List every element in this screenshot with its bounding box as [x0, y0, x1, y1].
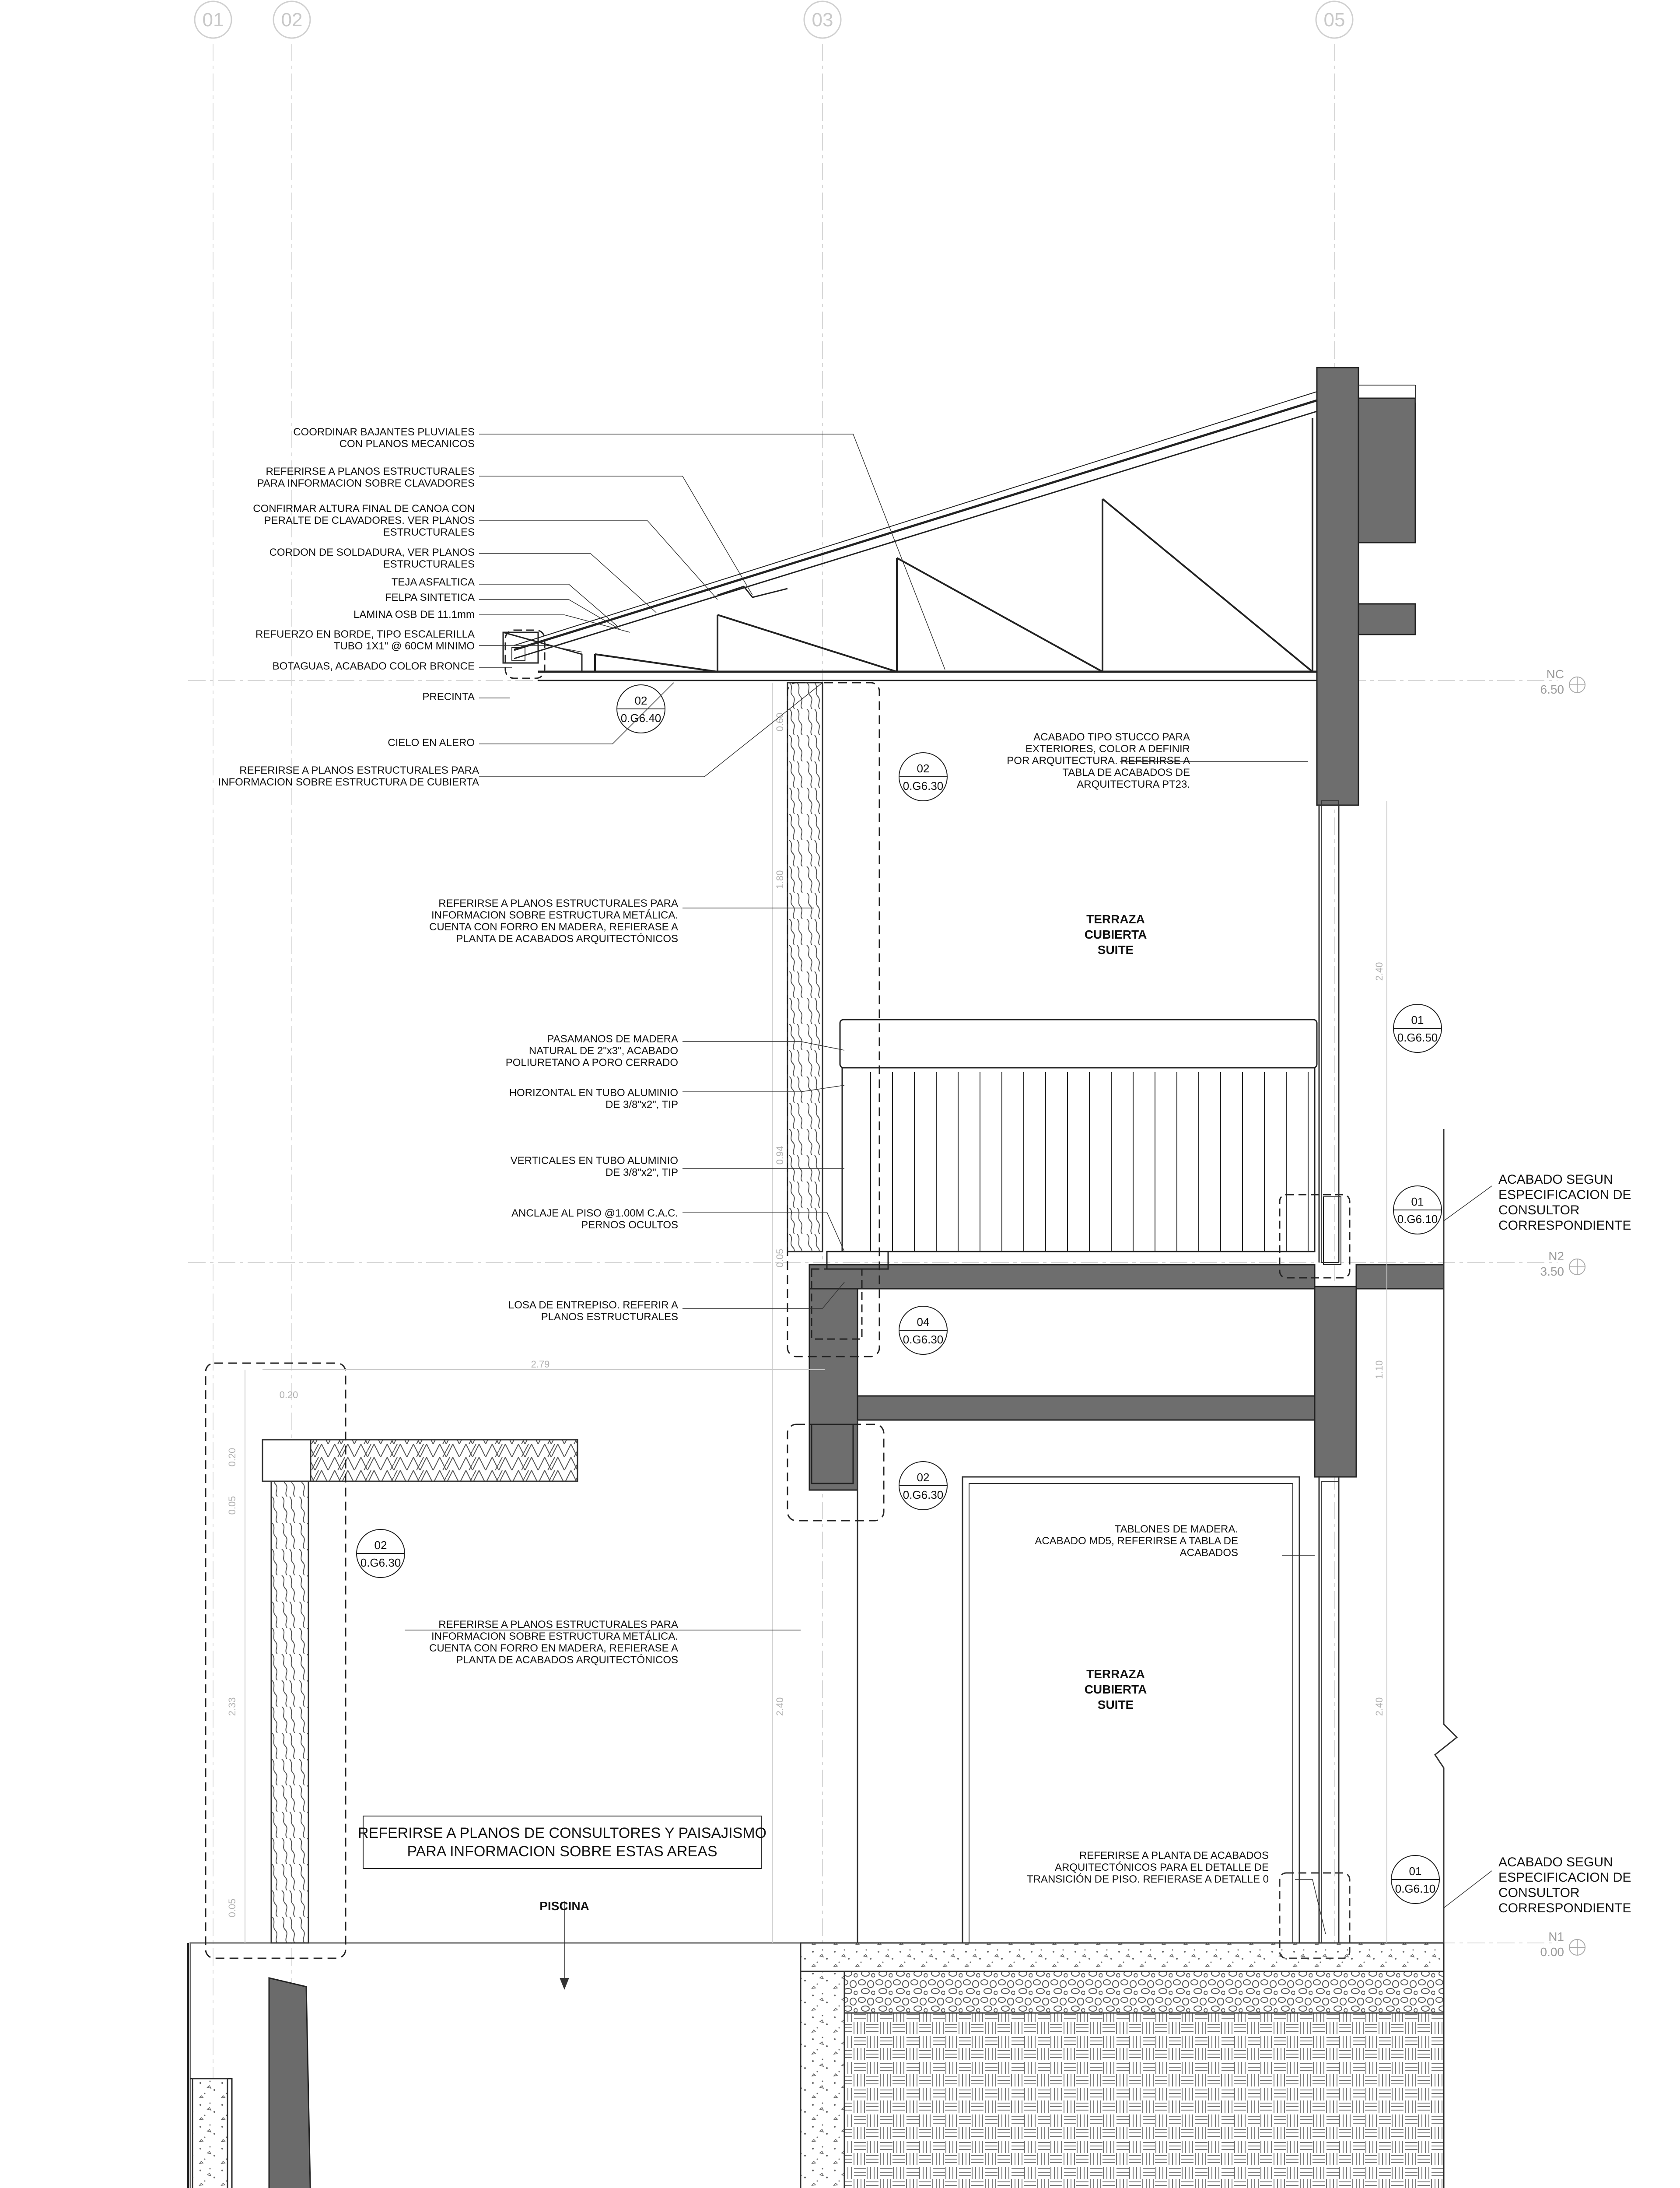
dim-label: 2.79 [531, 1359, 550, 1370]
railing [827, 1020, 1350, 1278]
note-transicion-piso: REFERIRSE A PLANTA DE ACABADOS ARQUITECTÓNICOS PARA EL DETALLE DE TRANSICIÓN DE PISO. REFIERASE A DETALLE 0 [1026, 1850, 1269, 1885]
room-label-pool: PISCINA [539, 1899, 589, 1913]
detail-tag[interactable] [1393, 1004, 1442, 1052]
detail-tag[interactable] [899, 1306, 947, 1354]
grid-label-01: 01 [202, 9, 224, 31]
detail-tag[interactable] [1391, 1855, 1439, 1904]
dim-label: 0.05 [227, 1898, 238, 1918]
note-felpa: FELPA SINTETICA [385, 592, 475, 603]
detail-tag-number: 01 [1409, 1865, 1422, 1878]
note-acabado-consultor-upper: ACABADO SEGUN ESPECIFICACION DE CONSULTOR CORRESPONDIENTE [1498, 1172, 1631, 1233]
roof-notes [218, 426, 479, 788]
dim-label: 0.20 [227, 1448, 238, 1467]
grid-label-03: 03 [812, 9, 833, 31]
lower-openings [962, 801, 1350, 1958]
grid-bubbles [195, 1, 1353, 38]
note-estructura-cubierta: REFERIRSE A PLANOS ESTRUCTURALES PARA INFORMACION SOBRE ESTRUCTURA DE CUBIERTA [218, 764, 479, 788]
note-estructura-metalica-lower: REFERIRSE A PLANOS ESTRUCTURALES PARA INFORMACION SOBRE ESTRUCTURA METÁLICA. CUENTA CON FORRO EN MADERA, REFIERASE A PLANTA DE ACABADOS ARQUITECTÓNICOS [429, 1619, 678, 1666]
room-label-upper: TERRAZA CUBIERTA SUITE [1084, 912, 1147, 957]
note-tablones: TABLONES DE MADERA. ACABADO MD5, REFERIRSE A TABLA DE ACABADOS [1035, 1523, 1238, 1559]
level-n1 [1540, 1930, 1586, 1959]
detail-tag-number: 01 [1411, 1013, 1424, 1027]
level-value: 6.50 [1540, 683, 1564, 696]
detail-tag-number: 02 [374, 1539, 387, 1552]
grid-label-02: 02 [281, 9, 303, 31]
wall-notes [429, 898, 678, 1666]
note-clavadores: REFERIRSE A PLANOS ESTRUCTURALES PARA INFORMACION SOBRE CLAVADORES [257, 466, 475, 489]
note-botaguas: BOTAGUAS, ACABADO COLOR BRONCE [272, 660, 475, 672]
grid-label-05: 05 [1323, 9, 1345, 31]
interior-notes [1007, 731, 1269, 1885]
detail-tag[interactable] [899, 1462, 947, 1510]
dim-label: 1.10 [1374, 1360, 1385, 1379]
dim-label: 0.94 [774, 1146, 785, 1165]
landscape-note: REFERIRSE A PLANOS DE CONSULTORES Y PAISAJISMO PARA INFORMACION SOBRE ESTAS AREAS [357, 1825, 767, 1860]
consultant-notes [1498, 1172, 1631, 1915]
detail-tag-number: 04 [917, 1315, 930, 1329]
dim-label: 2.40 [1374, 962, 1385, 981]
room-label-lower: TERRAZA CUBIERTA SUITE [1084, 1667, 1147, 1711]
dim-label: 1.80 [774, 870, 785, 889]
note-lamina: LAMINA OSB DE 11.1mm [354, 609, 475, 621]
detail-tag-sheet: 0.G6.10 [1395, 1882, 1436, 1895]
detail-tag[interactable] [1393, 1186, 1442, 1234]
note-anclaje: ANCLAJE AL PISO @1.00M C.A.C. PERNOS OCULTOS [511, 1207, 678, 1231]
dim-label: 2.40 [1374, 1697, 1385, 1716]
detail-tag-sheet: 0.G6.30 [903, 1333, 944, 1346]
detail-tags [357, 685, 1442, 1904]
detail-tag-number: 01 [1411, 1195, 1424, 1208]
detail-tag[interactable] [899, 753, 947, 801]
detail-tag-number: 02 [634, 694, 648, 707]
detail-tag-sheet: 0.G6.10 [1397, 1213, 1438, 1226]
level-name: NC [1546, 667, 1564, 681]
note-estructura-metalica-upper: REFERIRSE A PLANOS ESTRUCTURALES PARA INFORMACION SOBRE ESTRUCTURA METÁLICA. CUENTA CON FORRO EN MADERA, REFIERASE A PLANTA DE ACABADOS ARQUITECTÓNICOS [429, 898, 678, 945]
note-cielo: CIELO EN ALERO [388, 737, 475, 749]
dim-label: 0.60 [774, 712, 785, 732]
landscape-note-box [358, 1816, 766, 1869]
level-nc [1540, 667, 1586, 696]
detail-tag-sheet: 0.G6.30 [903, 779, 944, 792]
detail-tag-number: 02 [917, 762, 930, 775]
dim-label: 0.20 [279, 1389, 298, 1400]
dim-label: 2.40 [774, 1697, 785, 1716]
note-bajantes: COORDINAR BAJANTES PLUVIALES CON PLANOS MECANICOS [293, 426, 475, 450]
dim-label: 2.33 [227, 1697, 238, 1716]
level-name: N1 [1548, 1930, 1564, 1943]
detail-tag-sheet: 0.G6.30 [360, 1556, 401, 1569]
level-name: N2 [1548, 1249, 1564, 1263]
detail-tag-number: 02 [917, 1471, 930, 1484]
dim-label: 0.05 [774, 1248, 785, 1268]
note-precinta: PRECINTA [422, 691, 475, 703]
note-verticales: VERTICALES EN TUBO ALUMINIO DE 3/8"x2", TIP [510, 1155, 678, 1178]
level-n2 [1540, 1249, 1586, 1278]
note-refuerzo: REFUERZO EN BORDE, TIPO ESCALERILLA TUBO 1X1" @ 60CM MINIMO [255, 628, 475, 652]
level-value: 3.50 [1540, 1265, 1564, 1278]
level-value: 0.00 [1540, 1945, 1564, 1959]
note-stucco: ACABADO TIPO STUCCO PARA EXTERIORES, COLOR A DEFINIR POR ARQUITECTURA. REFERIRSE A TABLA DE ACABADOS DE ARQUITECTURA PT23. [1007, 731, 1190, 790]
note-losa: LOSA DE ENTREPISO. REFERIR A PLANOS ESTRUCTURALES [508, 1299, 678, 1323]
detail-tag-sheet: 0.G6.50 [1397, 1031, 1438, 1044]
level-markers [1536, 667, 1585, 2188]
note-horizontal: HORIZONTAL EN TUBO ALUMINIO DE 3/8"x2", TIP [509, 1087, 678, 1111]
roof-truss [503, 392, 1317, 680]
detail-tag[interactable] [357, 1529, 405, 1578]
note-cordon: CORDON DE SOLDADURA, VER PLANOS ESTRUCTURALES [269, 547, 475, 570]
note-canoa: CONFIRMAR ALTURA FINAL DE CANOA CON PERALTE DE CLAVADORES. VER PLANOS ESTRUCTURALES [253, 503, 475, 538]
note-acabado-consultor-lower: ACABADO SEGUN ESPECIFICACION DE CONSULTOR CORRESPONDIENTE [1498, 1855, 1631, 1915]
detail-tag-sheet: 0.G6.30 [903, 1488, 944, 1501]
note-teja: TEJA ASFALTICA [391, 576, 475, 588]
detail-tag-sheet: 0.G6.40 [620, 712, 662, 725]
ground [188, 1943, 1444, 2188]
dim-label: 0.05 [227, 1496, 238, 1515]
detail-tag[interactable] [617, 685, 665, 733]
note-pasamanos: PASAMANOS DE MADERA NATURAL DE 2"x3", ACABADO POLIURETANO A PORO CERRADO [505, 1033, 678, 1069]
